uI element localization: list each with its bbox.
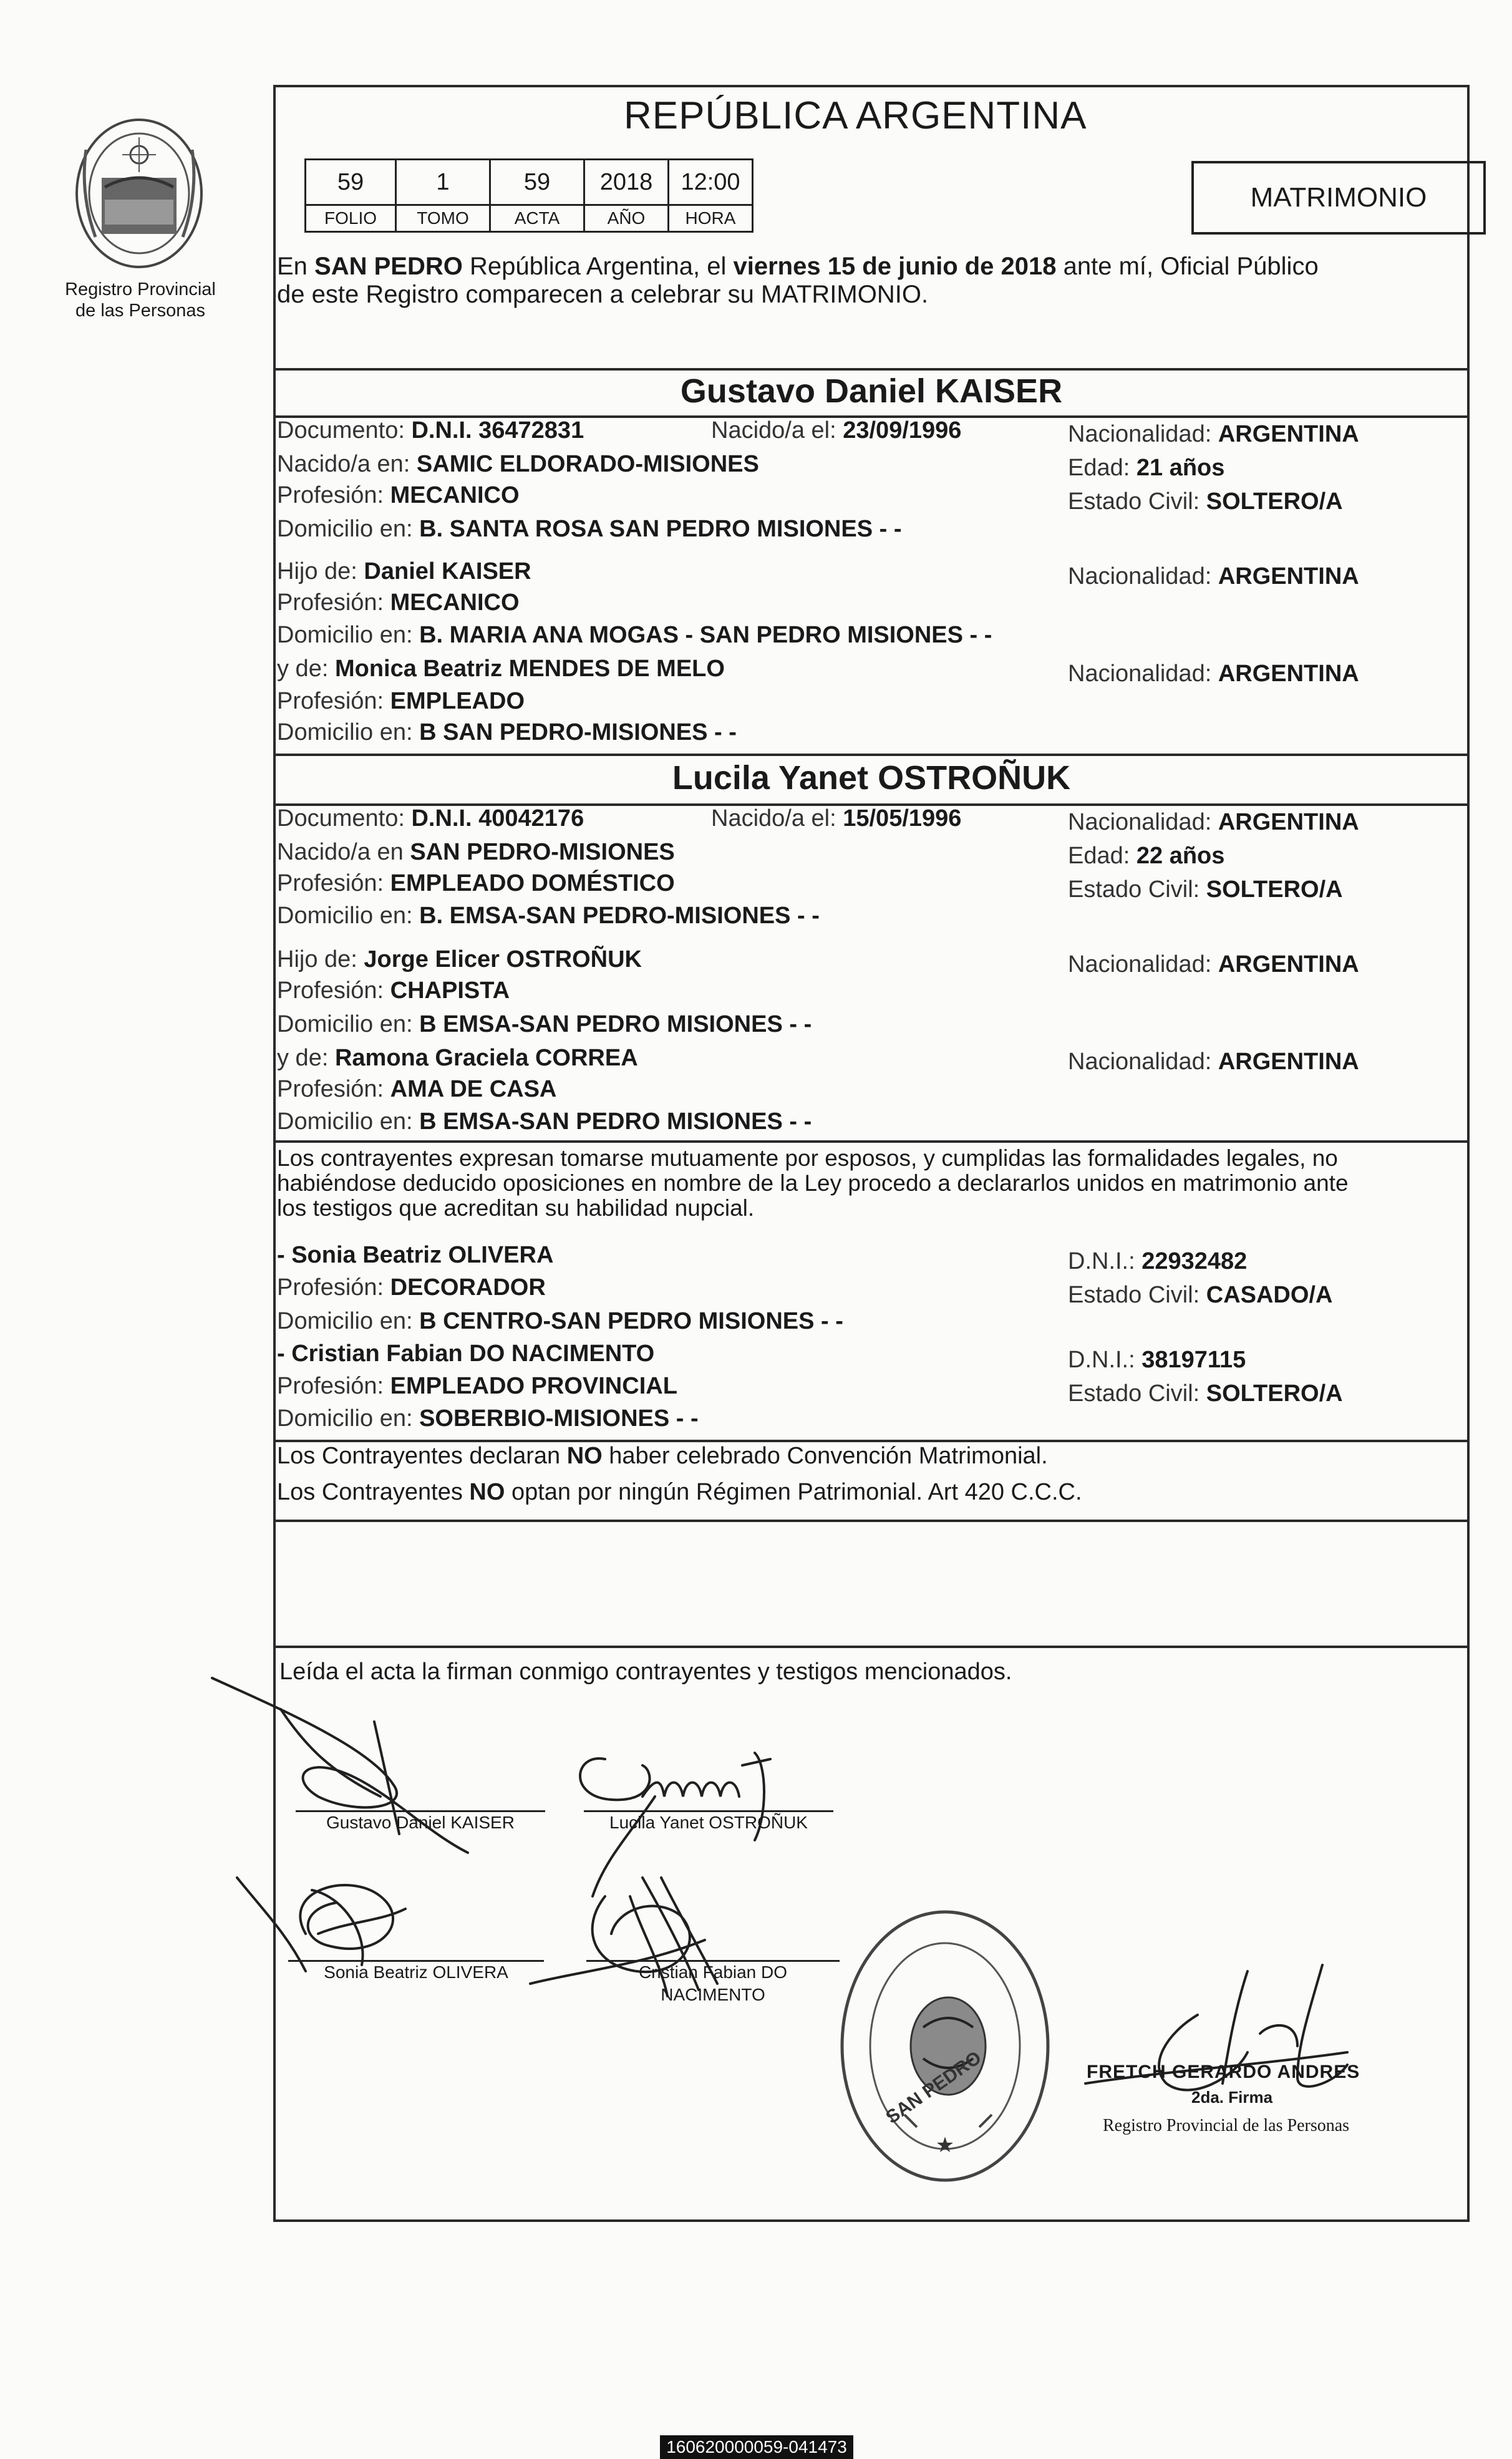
hora-label: HORA: [669, 205, 753, 232]
declaration-line2: habiéndose deducido oposiciones en nombre de la Ley procedo a declararlos unidos en matrimonio ante: [277, 1170, 1349, 1196]
hora-value: 12:00: [669, 160, 753, 205]
spouse2-profession: EMPLEADO DOMÉSTICO: [390, 870, 675, 896]
anio-value: 2018: [584, 160, 669, 205]
spouse2-address: B. EMSA-SAN PEDRO-MISIONES - -: [419, 903, 820, 929]
spouse2-age: 22 años: [1136, 843, 1225, 869]
reference-table: [304, 158, 754, 233]
spouse2-mother-name: Ramona Graciela CORREA: [334, 1045, 638, 1071]
spouse2-document: D.N.I. 40042176: [411, 805, 584, 832]
spouse2-father-address: B EMSA-SAN PEDRO MISIONES - -: [419, 1011, 812, 1037]
spouse1-age: 21 años: [1136, 455, 1225, 481]
spouse2-mother-address: B EMSA-SAN PEDRO MISIONES - -: [419, 1108, 812, 1135]
spouse1-father-address: B. MARIA ANA MOGAS - SAN PEDRO MISIONES - -: [419, 622, 992, 648]
spouse2-civil-status: SOLTERO/A: [1206, 876, 1343, 903]
spouse2-nationality: ARGENTINA: [1218, 809, 1359, 835]
spouse1-birth-place: SAMIC ELDORADO-MISIONES: [416, 451, 759, 477]
signature-witness2-line2: NACIMENTO: [661, 1985, 765, 2004]
spouse2-father-nationality: ARGENTINA: [1218, 951, 1359, 977]
intro-line2: de este Registro comparecen a celebrar su MATRIMONIO.: [277, 281, 929, 308]
acta-label: ACTA: [490, 205, 584, 232]
spouse1-nationality: ARGENTINA: [1218, 421, 1359, 447]
spouse1-address: B. SANTA ROSA SAN PEDRO MISIONES - -: [419, 516, 902, 542]
signature-witness2-line1: Cristian Fabian DO: [638, 1962, 788, 1982]
spouse2-father-profession: CHAPISTA: [390, 977, 510, 1004]
spouse1-profession: MECANICO: [390, 482, 520, 508]
spouse1-father-profession: MECANICO: [390, 589, 520, 616]
officer-registry: Registro Provincial de las Personas: [1103, 2116, 1350, 2135]
witness1-name: - Sonia Beatriz OLIVERA: [277, 1242, 554, 1268]
witness1-civil-status: CASADO/A: [1206, 1282, 1333, 1308]
registry-name-line1: Registro Provincial: [65, 279, 216, 299]
spouse2-birth-place: SAN PEDRO-MISIONES: [410, 839, 675, 865]
witness2-profession: EMPLEADO PROVINCIAL: [390, 1373, 677, 1399]
act-type-box: MATRIMONIO: [1191, 161, 1486, 235]
closing-statement: Leída el acta la firman conmigo contrayentes y testigos mencionados.: [279, 1659, 1012, 1685]
regime-line1: Los Contrayentes declaran NO haber celebrado Convención Matrimonial.: [277, 1443, 1048, 1469]
spouse1-birth-date: 23/09/1996: [843, 417, 962, 444]
country-title: REPÚBLICA ARGENTINA: [624, 94, 1087, 137]
folio-value: 59: [306, 160, 396, 205]
spouse2-father-name: Jorge Elicer OSTROÑUK: [364, 946, 642, 972]
misiones-seal-icon: [67, 112, 211, 281]
declaration-line3: los testigos que acreditan su habilidad nupcial.: [277, 1195, 755, 1221]
folio-label: FOLIO: [306, 205, 396, 232]
spouse1-father-name: Daniel KAISER: [364, 558, 531, 584]
tomo-label: TOMO: [396, 205, 490, 232]
registry-name-line2: de las Personas: [75, 301, 205, 321]
stamp-place: SAN PEDRO: [882, 2047, 986, 2128]
svg-text:★: ★: [935, 2133, 955, 2157]
intro-line1: En SAN PEDRO República Argentina, el viernes 15 de junio de 2018 ante mí, Oficial Público: [277, 253, 1319, 280]
witness2-civil-status: SOLTERO/A: [1206, 1380, 1343, 1407]
spouse1-document: D.N.I. 36472831: [411, 417, 584, 444]
anio-label: AÑO: [584, 205, 669, 232]
spouse1-mother-address: B SAN PEDRO-MISIONES - -: [419, 719, 737, 745]
signature-spouse1: Gustavo Daniel KAISER: [326, 1813, 515, 1832]
acta-value: 59: [490, 160, 584, 205]
witness1-dni: 22932482: [1141, 1248, 1248, 1274]
witness1-address: B CENTRO-SAN PEDRO MISIONES - -: [419, 1308, 843, 1334]
document-code: 160620000059-041473: [660, 2435, 853, 2459]
spouse1-father-nationality: ARGENTINA: [1218, 563, 1359, 589]
witness2-name: - Cristian Fabian DO NACIMENTO: [277, 1341, 655, 1367]
spouse1-civil-status: SOLTERO/A: [1206, 488, 1343, 515]
spouse2-mother-nationality: ARGENTINA: [1218, 1049, 1359, 1075]
officer-name: FRETCH GERARDO ANDRES: [1087, 2062, 1360, 2082]
declaration-line1: Los contrayentes expresan tomarse mutuamente por esposos, y cumplidas las formalidades legales, no: [277, 1145, 1338, 1171]
spouse2-birth-date: 15/05/1996: [843, 805, 962, 832]
signature-witness1: Sonia Beatriz OLIVERA: [324, 1962, 508, 1982]
tomo-value: 1: [396, 160, 490, 205]
signature-spouse2: Lucila Yanet OSTROÑUK: [609, 1813, 808, 1832]
spouse1-mother-nationality: ARGENTINA: [1218, 661, 1359, 687]
spouse1-mother-name: Monica Beatriz MENDES DE MELO: [334, 656, 725, 682]
officer-role: 2da. Firma: [1191, 2088, 1273, 2107]
witness2-dni: 38197115: [1141, 1347, 1246, 1373]
delegation-stamp-icon: [830, 1903, 1060, 2190]
spouse1-mother-profession: EMPLEADO: [390, 688, 525, 714]
spouse2-name: Lucila Yanet OSTROÑUK: [672, 759, 1071, 797]
witness2-address: SOBERBIO-MISIONES - -: [419, 1405, 699, 1432]
spouse1-name: Gustavo Daniel KAISER: [680, 372, 1063, 410]
regime-line2: Los Contrayentes NO optan por ningún Régimen Patrimonial. Art 420 C.C.C.: [277, 1479, 1082, 1505]
spouse2-mother-profession: AMA DE CASA: [390, 1076, 557, 1102]
witness1-profession: DECORADOR: [390, 1274, 546, 1301]
